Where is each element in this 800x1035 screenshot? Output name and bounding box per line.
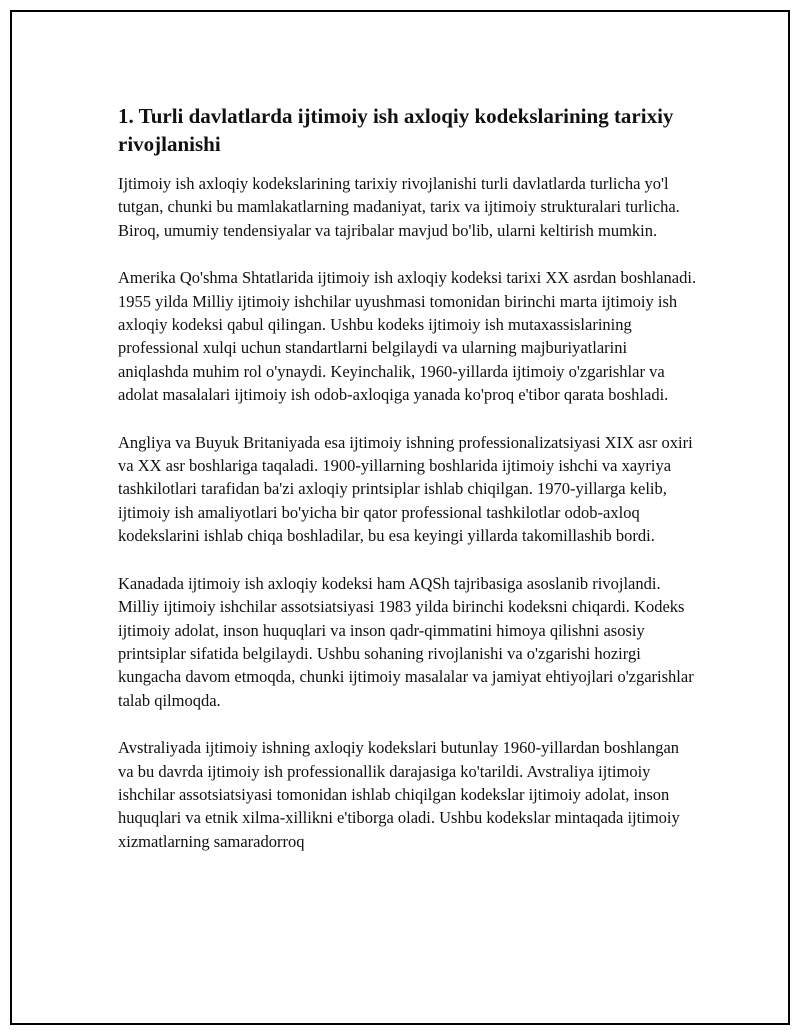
paragraph-uk: Angliya va Buyuk Britaniyada esa ijtimoiy ishning professionalizatsiyasi XIX asr oxiri va XX asr boshlariga taqaladi. 1900-yillarning boshlarida ijtimoiy ishchi va xayriya tashkilotlari tarafidan ba'zi axloqiy printsiplar ishlab chiqilgan. 1970-yillarga kelib, ijtimoiy ish amaliyotlari bo'yicha bir qator professional tashkilotlar odob-axloq kodekslarini ishlab chiqa boshladilar, bu esa keyingi yillarda takomillashib bordi. (118, 432, 693, 546)
paragraph-usa: Amerika Qo'shma Shtatlarida ijtimoiy ish axloqiy kodeksi tarixi XX asrdan boshlanadi. 1955 yilda Milliy ijtimoiy ishchilar uyushmasi tomonidan birinchi marta ijtimoiy ish axloqiy kodeksi qabul qilingan. Ushbu kodeks ijtimoiy ish mutaxassislarining professional xulqi uchun standartlarni belgilaydi va ularning majburiyatlarini aniqlashda muhim rol o'ynaydi. Keyinchalik, 1960-yillarda ijtimoiy o'zgarishlar va adolat masalalari ijtimoiy ish odob-axloqiga yanada ko'proq e'tibor qarata boshladi. (118, 268, 697, 405)
paragraph-canada: Kanadada ijtimoiy ish axloqiy kodeksi ham AQSh tajribasiga asoslanib rivojlandi. Milliy ijtimoiy ishchilar assotsiatsiyasi 1983 yilda birinchi kodeksni chiqardi. Kodeks ijtimoiy adolat, inson huquqlari va inson qadr-qimmatini himoya qilishni asosiy printsiplar sifatida belgilaydi. Ushbu sohaning rivojlanishi va o'zgarishi hozirgi kungacha davom etmoqda, chunki ijtimoiy masalalar va jamiyat ehtiyojlari o'zgarishlar talab qilmoqda. (118, 573, 694, 710)
paragraph-intro: Ijtimoiy ish axloqiy kodekslarining tarixiy rivojlanishi turli davlatlarda turlicha yo'l tutgan, chunki bu mamlakatlarning madaniyat, tarix va ijtimoiy strukturalari turlicha. Biroq, umumiy tendensiyalar va tajribalar mavjud bo'lib, ularni keltirish mumkin. (118, 174, 680, 240)
page-frame (10, 10, 790, 1025)
document-body (118, 102, 698, 877)
section-heading: 1. Turli davlatlarda ijtimoiy ish axloqiy kodekslarining tarixiy rivojlanishi (118, 104, 674, 156)
paragraph-australia: Avstraliyada ijtimoiy ishning axloqiy kodekslari butunlay 1960-yillardan boshlangan va bu davrda ijtimoiy ish professionallik darajasiga ko'tarildi. Avstraliya ijtimoiy ishchilar assotsiatsiyasi tomonidan ishlab chiqilgan kodekslar ijtimoiy adolat, inson huquqlari va etnik xilma-xillikni e'tiborga oladi. Ushbu kodekslar mintaqada ijtimoiy xizmatlarning samaradorroq (118, 738, 680, 851)
